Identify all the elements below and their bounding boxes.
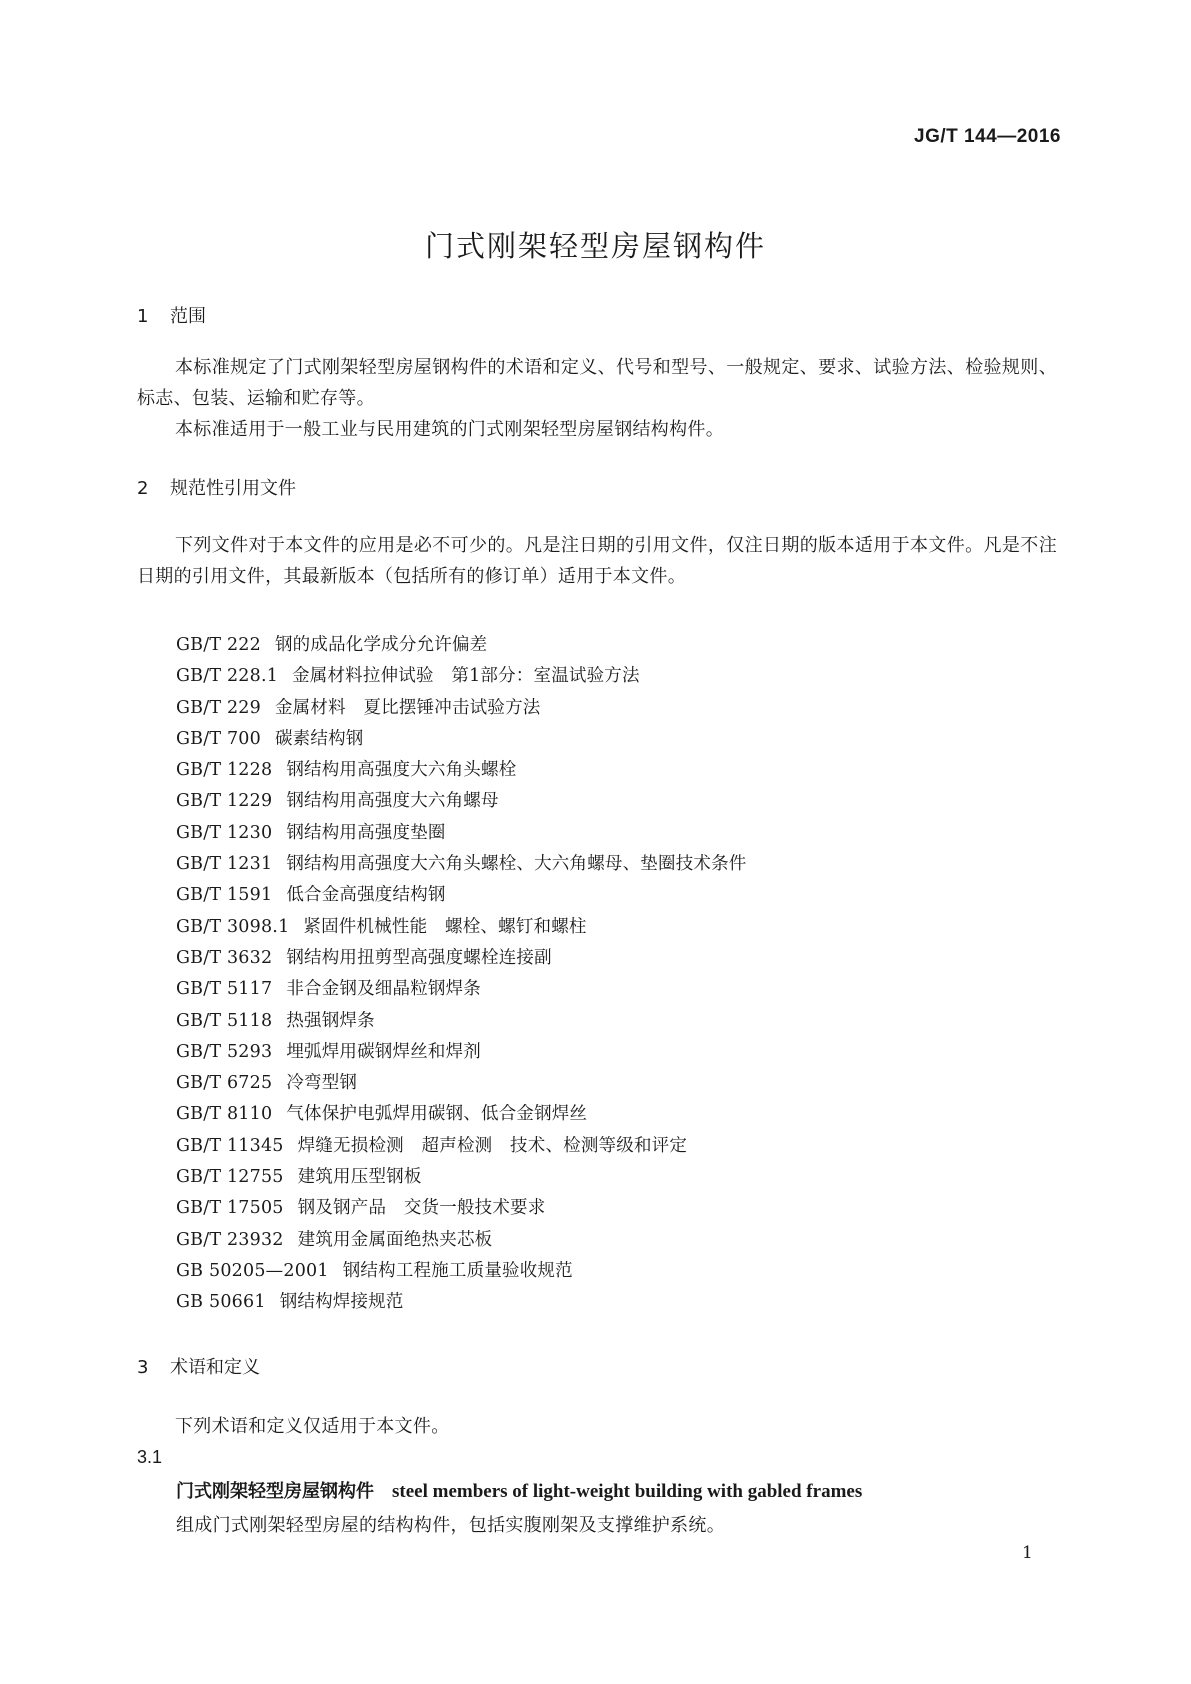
reference-item (176, 1287, 747, 1318)
reference-title: 钢结构用扭剪型高强度螺栓连接副 (286, 947, 552, 968)
reference-item (176, 943, 747, 974)
reference-title: 冷弯型钢 (286, 1073, 358, 1094)
reference-code: GB/T 5118 (176, 1010, 273, 1031)
section-1-heading (137, 302, 206, 328)
reference-code: GB/T 5117 (176, 979, 273, 1000)
section-2-paragraph-1: 下列文件对于本文件的应用是必不可少的。凡是注日期的引用文件，仅注日期的版本适用于本文件。凡是不注日期的引用文件，其最新版本（包括所有的修订单）适用于本文件。 (137, 535, 1057, 587)
reference-title: 紧固件机械性能 螺栓、螺钉和螺柱 (303, 916, 587, 937)
reference-title: 钢的成品化学成分允许偏差 (274, 635, 488, 655)
reference-title: 钢结构用高强度垫圈 (286, 822, 446, 843)
term-entry (176, 1477, 862, 1503)
reference-item (176, 755, 747, 786)
reference-item (176, 1037, 747, 1068)
section-number: 3 (137, 1357, 149, 1378)
reference-title: 低合金高强度结构钢 (286, 885, 446, 906)
term-definition: 组成门式刚架轻型房屋的结构构件，包括实腹刚架及支撑维护系统。 (176, 1515, 725, 1536)
reference-code: GB/T 11345 (176, 1135, 284, 1156)
section-2-heading (137, 474, 296, 500)
reference-title: 钢结构用高强度大六角螺母 (286, 791, 499, 812)
reference-code: GB/T 3098.1 (176, 916, 290, 937)
term-english: steel members of light-weight building with gabled frames (392, 1481, 863, 1502)
reference-item (176, 693, 747, 724)
reference-item (176, 1099, 747, 1130)
section-1-paragraph-1: 本标准规定了门式刚架轻型房屋钢构件的术语和定义、代号和型号、一般规定、要求、试验方法、检验规则、标志、包装、运输和贮存等。 (137, 357, 1057, 409)
reference-code: GB/T 700 (176, 728, 261, 749)
reference-item (176, 1256, 747, 1287)
reference-code: GB/T 1231 (176, 854, 273, 875)
document-title: 门式刚架轻型房屋钢构件 (424, 229, 766, 263)
term-chinese: 门式刚架轻型房屋钢构件 (176, 1481, 374, 1502)
reference-item (176, 1006, 747, 1037)
section-3-heading (137, 1353, 260, 1379)
reference-item (176, 880, 747, 911)
reference-code: GB/T 3632 (176, 947, 273, 968)
reference-item (176, 1193, 747, 1224)
section-title: 范围 (170, 306, 206, 327)
section-number: 2 (137, 478, 149, 499)
reference-title: 建筑用金属面绝热夹芯板 (297, 1229, 493, 1250)
reference-item (176, 974, 747, 1005)
reference-title: 钢及钢产品 交货一般技术要求 (297, 1198, 546, 1219)
reference-title: 钢结构焊接规范 (279, 1292, 404, 1313)
section-1-paragraph-2: 本标准适用于一般工业与民用建筑的门式刚架轻型房屋钢结构构件。 (175, 419, 724, 440)
reference-code: GB/T 12755 (176, 1167, 284, 1188)
reference-title: 非合金钢及细晶粒钢焊条 (286, 979, 482, 1000)
reference-item (176, 724, 747, 755)
section-title: 术语和定义 (170, 1357, 260, 1378)
reference-title: 金属材料 夏比摆锤冲击试验方法 (274, 697, 541, 718)
reference-code: GB/T 1591 (176, 885, 273, 906)
reference-code: GB 50205—2001 (176, 1260, 329, 1281)
reference-code: GB/T 17505 (176, 1198, 284, 1219)
reference-item (176, 912, 747, 943)
reference-code: GB/T 229 (176, 697, 261, 718)
reference-code: GB/T 23932 (176, 1229, 284, 1250)
reference-title: 气体保护电弧焊用碳钢、低合金钢焊丝 (286, 1104, 588, 1125)
reference-title: 金属材料拉伸试验 第1部分：室温试验方法 (292, 666, 640, 687)
reference-item (176, 1068, 747, 1099)
section-3-paragraph-1: 下列术语和定义仅适用于本文件。 (175, 1416, 450, 1437)
reference-code: GB/T 1228 (176, 760, 273, 781)
reference-title: 钢结构用高强度大六角头螺栓 (286, 760, 517, 781)
reference-title: 埋弧焊用碳钢焊丝和焊剂 (286, 1041, 482, 1062)
standard-code: JG/T 144—2016 (914, 126, 1061, 147)
reference-item (176, 630, 747, 661)
reference-title: 碳素结构钢 (274, 728, 364, 749)
reference-item (176, 1131, 747, 1162)
section-number: 1 (137, 306, 149, 327)
section-title: 规范性引用文件 (170, 478, 296, 499)
reference-code: GB/T 1230 (176, 822, 273, 843)
clause-number: 3.1 (137, 1447, 163, 1467)
reference-code: GB/T 8110 (176, 1104, 273, 1125)
reference-item (176, 849, 747, 880)
reference-code: GB/T 6725 (176, 1073, 273, 1094)
reference-code: GB/T 222 (176, 635, 261, 655)
reference-list (176, 630, 747, 1319)
reference-title: 建筑用压型钢板 (297, 1167, 422, 1188)
reference-code: GB/T 5293 (176, 1041, 273, 1062)
reference-item (176, 1225, 747, 1256)
reference-item (176, 661, 747, 692)
reference-item (176, 818, 747, 849)
reference-code: GB/T 228.1 (176, 666, 279, 687)
reference-code: GB 50661 (176, 1292, 266, 1313)
reference-item (176, 786, 747, 817)
reference-title: 钢结构工程施工质量验收规范 (342, 1260, 573, 1281)
reference-item (176, 1162, 747, 1193)
page-number: 1 (1022, 1543, 1033, 1563)
reference-title: 钢结构用高强度大六角头螺栓、大六角螺母、垫圈技术条件 (286, 854, 747, 875)
reference-title: 焊缝无损检测 超声检测 技术、检测等级和评定 (297, 1135, 688, 1156)
reference-title: 热强钢焊条 (286, 1010, 375, 1031)
reference-code: GB/T 1229 (176, 791, 273, 812)
